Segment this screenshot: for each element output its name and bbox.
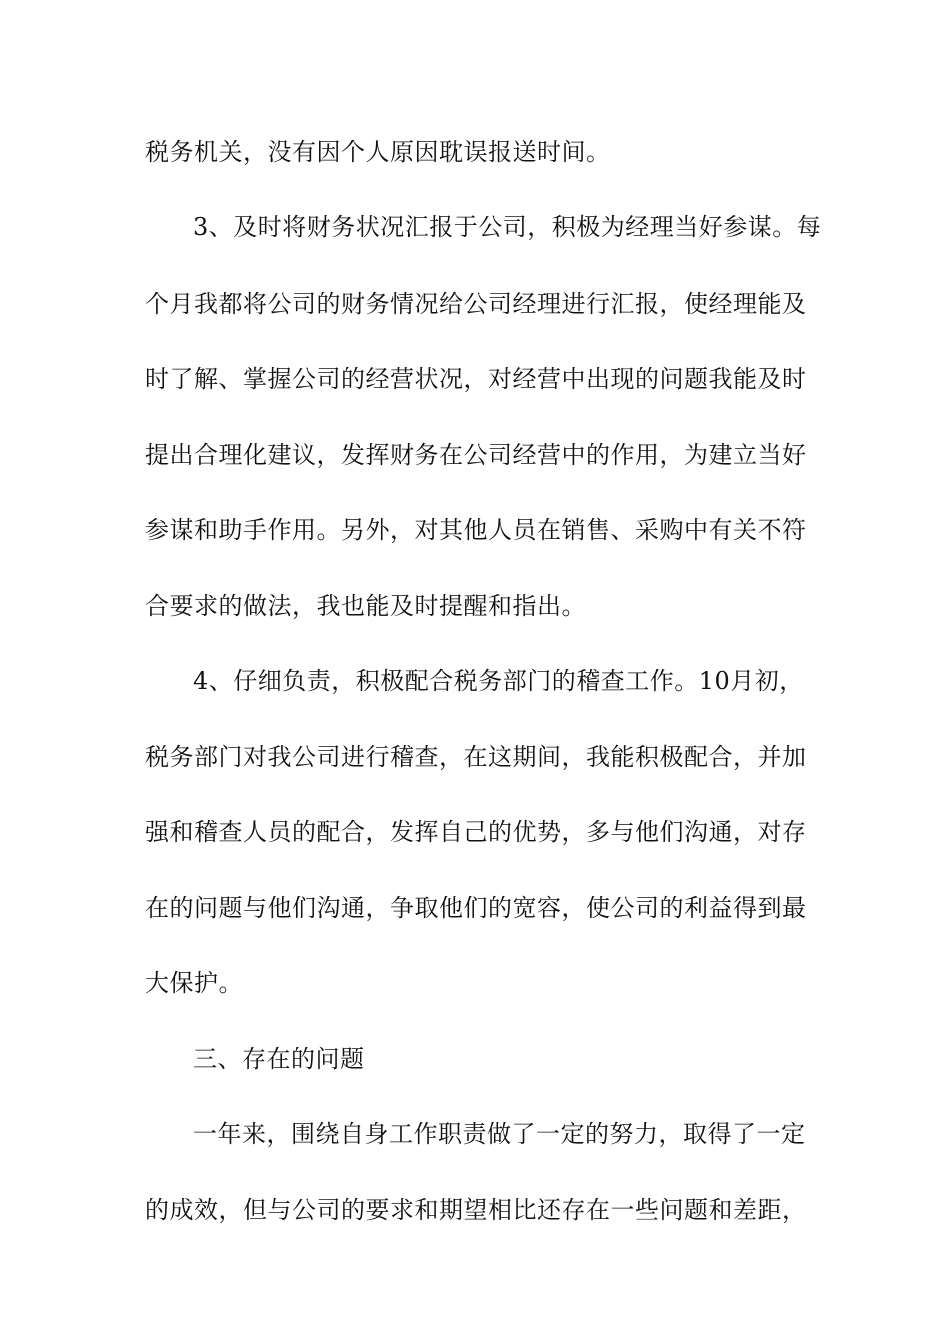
section-heading: 三、存在的问题 xyxy=(193,1045,365,1073)
text-line: 参谋和助手作用。另外，对其他人员在销售、采购中有关不符 xyxy=(145,516,807,544)
paragraph-4-start: 4、仔细负责，积极配合税务部门的稽查工作。10月初， xyxy=(193,667,804,695)
text-line: 税务部门对我公司进行稽查，在这期间，我能积极配合，并加 xyxy=(145,743,807,771)
paragraph-start: 一年来，围绕自身工作职责做了一定的努力，取得了一定 xyxy=(193,1120,806,1148)
text-line: 提出合理化建议，发挥财务在公司经营中的作用，为建立当好 xyxy=(145,441,807,469)
text-line: 时了解、掌握公司的经营状况，对经营中出现的问题我能及时 xyxy=(145,365,807,393)
text-line: 合要求的做法，我也能及时提醒和指出。 xyxy=(145,592,586,620)
text-line: 个月我都将公司的财务情况给公司经理进行汇报，使经理能及 xyxy=(145,290,807,318)
text-line: 税务机关，没有因个人原因耽误报送时间。 xyxy=(145,138,611,166)
text-line: 强和稽查人员的配合，发挥自己的优势，多与他们沟通，对存 xyxy=(145,818,807,846)
text-line: 的成效，但与公司的要求和期望相比还存在一些问题和差距， xyxy=(145,1196,807,1224)
paragraph-3-start: 3、及时将财务状况汇报于公司，积极为经理当好参谋。每 xyxy=(193,213,822,241)
text-line: 在的问题与他们沟通，争取他们的宽容，使公司的利益得到最 xyxy=(145,894,807,922)
text-line: 大保护。 xyxy=(145,969,243,997)
